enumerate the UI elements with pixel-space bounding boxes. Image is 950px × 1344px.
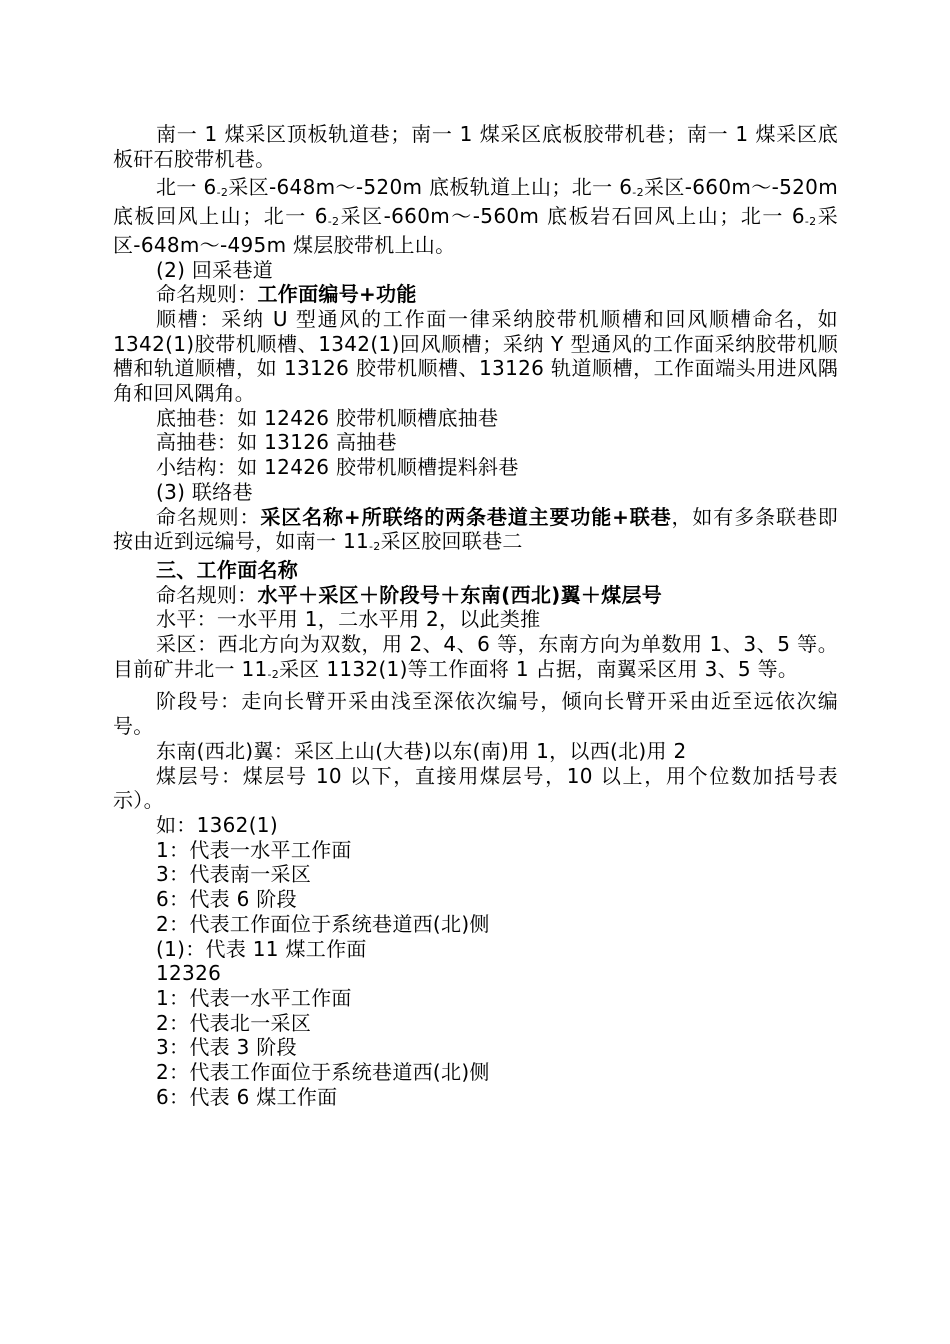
example2-item: 2：代表北一采区 [156,1010,312,1035]
paragraph-jieduan: 阶段号：走向长臂开采由浅至深依次编号，倾向长臂开采由近至远依次编号。 [113,689,838,739]
line-dichou: 底抽巷：如 12426 胶带机顺槽底抽巷 [156,405,499,430]
example1-item: 6：代表 6 阶段 [156,887,297,912]
line-shuiping: 水平：一水平用 1，二水平用 2，以此类推 [156,607,541,632]
example1-title: 如：1362(1) [156,812,278,837]
example2-item: 1：代表一水平工作面 [156,985,352,1010]
line-xiaojiegou: 小结构：如 12426 胶带机顺槽提料斜巷 [156,455,519,480]
paragraph-roadways-south: 南一 1 煤采区顶板轨道巷；南一 1 煤采区底板胶带机巷；南一 1 煤采区底板矸石胶带机巷。 [113,122,838,171]
section-title-working-face: 三、工作面名称 [156,557,299,582]
paragraph-meiceng: 煤层号：煤层号 10 以下，直接用煤层号，10 以上，用个位数加括号表示）。 [113,763,838,813]
heading-mining-roadways: (2) 回采巷道 [156,257,274,282]
paragraph-shuncao: 顺槽：采纳 U 型通风的工作面一律采纳胶带机顺槽和回风顺槽命名，如 1342(1)胶带机顺槽、1342(1)回风顺槽；采纳 Y 型通风的工作面采纳胶带机顺槽和轨道顺槽，如 13126 胶带机顺槽、13126 轨道顺槽，工作面端头用进风隅角和回风隅角。 [113,306,838,406]
heading-connection-roadways: (3) 联络巷 [156,479,253,504]
document-body [113,122,838,1109]
example1-item: 3：代表南一采区 [156,862,312,887]
paragraph-roadways-north: 北一 $6_{-2}$采区-648m～-520m 底板轨道上山；北一 $6_{-2}$采区-660m～-520m 底板回风上山；北一 $6_{-2}$采区-660m～-560m 底板岩石回风上山；北一 $6_{-2}$采区-648m～-495m 煤层胶带机上山。 [113,175,838,257]
paragraph-caiqu: 采区：西北方向为双数，用 2、4、6 等，东南方向为单数用 1、3、5 等。目前矿井北一 $11_{-2}$采区 1132(1)等工作面将 1 占据，南翼采区用 3、5 等。 [113,632,838,681]
example2-title: 12326 [156,961,222,986]
naming-rule-working-face: 命名规则：水平＋采区＋阶段号＋东南(西北)翼＋煤层号 [156,582,663,607]
example2-item: 2：代表工作面位于系统巷道西(北)侧 [156,1060,490,1085]
example2-item: 6：代表 6 煤工作面 [156,1084,338,1109]
example1-item: 2：代表工作面位于系统巷道西(北)侧 [156,911,490,936]
example2-item: 3：代表 3 阶段 [156,1035,297,1060]
naming-rule-connection: 命名规则：采区名称+所联络的两条巷道主要功能+联巷，如有多条联巷即按由近到远编号，如南一 $11_{-2}$采区胶回联巷二 [113,504,839,554]
line-gaochou: 高抽巷：如 13126 高抽巷 [156,430,397,455]
example1-item: 1：代表一水平工作面 [156,837,352,862]
example1-item: (1)：代表 11 煤工作面 [156,936,367,961]
naming-rule-mining: 命名规则：工作面编号+功能 [156,282,417,307]
line-dongnan: 东南(西北)翼：采区上山(大巷)以东(南)用 1，以西(北)用 2 [156,738,687,763]
